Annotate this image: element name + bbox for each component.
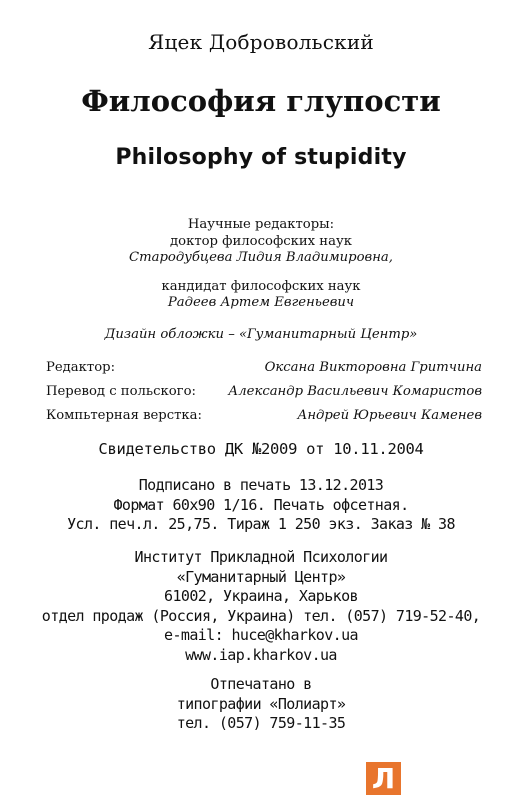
editor2-degree: кандидат философских наук (161, 278, 361, 294)
publisher-email: e-mail: huce@kharkov.ua (164, 626, 358, 644)
scientific-editors (0, 217, 522, 312)
editor1-degree: доктор философских наук (170, 233, 352, 249)
printer-name: типографии «Полиарт» (176, 694, 346, 713)
store-logo-icon: Л (366, 762, 401, 795)
cover-design-credit: Дизайн обложки – «Гуманитарный Центр» (104, 327, 418, 342)
editor2-name: Радеев Артем Евгеньевич (167, 295, 355, 310)
publisher-certificate: Свидетельство ДК №2009 от 10.11.2004 (98, 440, 424, 458)
credit-role: Перевод с польского: (46, 384, 196, 399)
printer-info (0, 675, 522, 734)
title-russian: Философия глупости (81, 84, 441, 118)
credit-role: Редактор: (46, 360, 116, 375)
editors-heading: Научные редакторы: (187, 217, 335, 232)
print-format: Формат 60х90 1/16. Печать офсетная. (113, 495, 409, 514)
print-signed-date: Подписано в печать 13.12.2013 (138, 476, 384, 494)
title-english: Philosophy of stupidity (115, 145, 407, 170)
publisher-sales-phone: отдел продаж (Россия, Украина) тел. (057) 719-52-40, (41, 606, 481, 625)
credit-row-layout (46, 408, 482, 432)
printed-at-label: Отпечатано в (210, 675, 312, 693)
publisher-address: 61002, Украина, Харьков (164, 587, 358, 605)
publisher-website: www.iap.kharkov.ua (185, 645, 337, 664)
editor1-name: Стародубцева Лидия Владимировна, (129, 250, 393, 265)
print-details (0, 476, 522, 535)
printer-phone: тел. (057) 759-11-35 (176, 714, 346, 732)
credit-role: Компьтерная верстка: (46, 408, 202, 423)
credit-name: Оксана Викторовна Гритчина (264, 360, 482, 375)
credit-row-editor (46, 360, 482, 384)
credits-list (46, 360, 482, 432)
credit-row-translator (46, 384, 482, 408)
publisher-name: Институт Прикладной Психологии (134, 548, 388, 566)
publisher-info (0, 548, 522, 665)
print-run: Усл. печ.л. 25,75. Тираж 1 250 экз. Заказ № 38 (67, 515, 455, 533)
author-name: Яцек Добровольский (148, 30, 374, 54)
publisher-subname: «Гуманитарный Центр» (176, 567, 346, 586)
editors-spacer (0, 267, 522, 279)
credit-name: Андрей Юрьевич Каменев (297, 408, 482, 423)
credit-name: Александр Васильевич Комаристов (228, 384, 482, 399)
